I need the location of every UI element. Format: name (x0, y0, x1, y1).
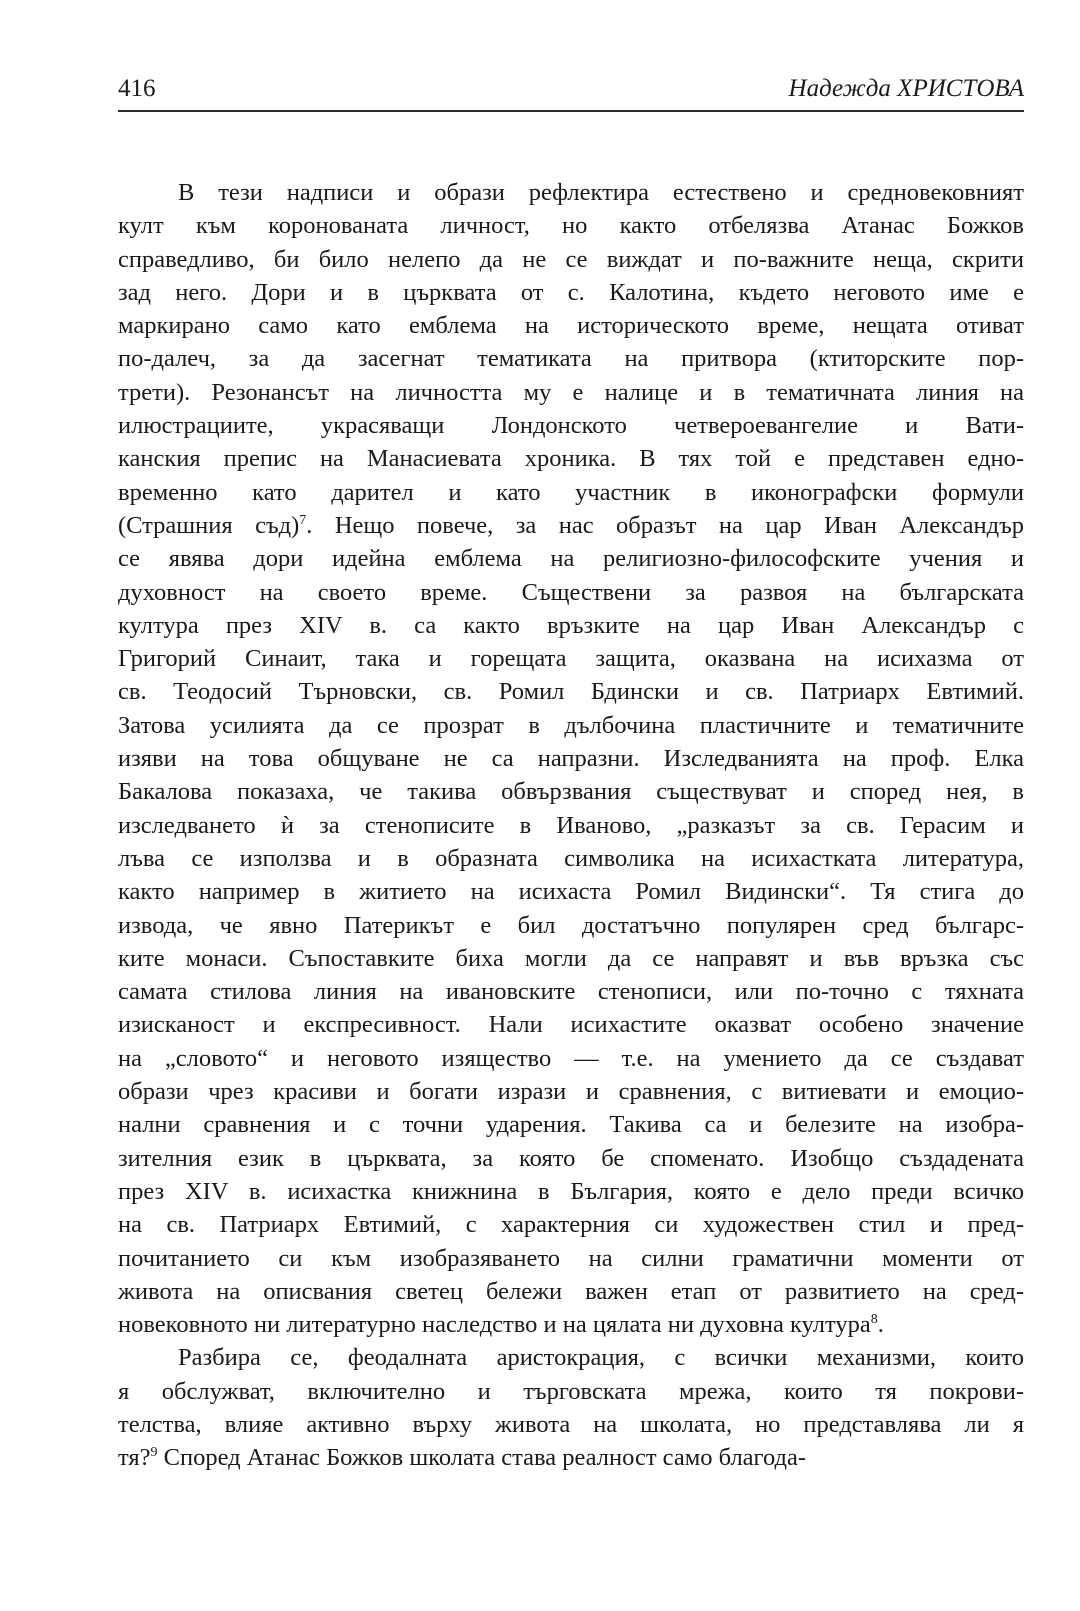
text-line: канския препис на Манасиевата хроника. В тях той е представен едно- (118, 445, 1024, 473)
text-line: (Страшния съд)$^7$. Нещо повече, за нас образът на цар Иван Александър (118, 511, 1024, 539)
text-line: изисканост и експресивност. Нали исихастите оказват особено значение (118, 1011, 1024, 1039)
footnote-marker: 9 (150, 1445, 158, 1461)
text-line: зад него. Дори и в църквата от с. Калотина, където неговото име е (118, 278, 1024, 306)
text-line: изяви на това общуване не са напразни. Изследванията на проф. Елка (118, 745, 1024, 773)
text-line: тя?$^9$ Според Атанас Божков школата става реалност само благода- (118, 1444, 807, 1472)
text-line: св. Теодосий Търновски, св. Ромил Бдински и св. Патриарх Евтимий. (118, 678, 1024, 706)
text-line: по-далеч, за да засегнат тематиката на притвора (ктиторските пор- (118, 345, 1024, 373)
text-line: В тези надписи и образи рефлектира естествено и средновековният (178, 179, 1024, 206)
text-line: маркирано само като емблема на историческото време, нещата отиват (118, 312, 1024, 340)
text-line: новековното ни литературно наследство и на цялата ни духовна култура$^8$. (118, 1311, 884, 1339)
text-line: живота на описвания светец бележи важен етап от развитието на сред- (118, 1277, 1024, 1305)
text-line: нални сравнения и с точни ударения. Такива са и белезите на изобра- (118, 1111, 1024, 1139)
text-line: зителния език в църквата, за която бе споменато. Изобщо създадената (118, 1144, 1024, 1172)
page-number: 416 (118, 75, 156, 102)
text-line: ките монаси. Съпоставките биха могли да се направят и във връзка със (118, 944, 1024, 972)
text-line: духовност на своето време. Съществени за развоя на българската (118, 578, 1024, 606)
text-line: трети). Резонансът на личността му е налице и в тематичната линия на (118, 378, 1024, 406)
footnote-marker: 8 (870, 1311, 878, 1327)
page-header (118, 74, 1024, 112)
text-line: култ към коронованата личност, но както отбелязва Атанас Божков (118, 212, 1024, 240)
text-line: през XIV в. исихастка книжнина в България, която е дело преди всичко (118, 1177, 1024, 1205)
text-line: телства, влияе активно върху живота на школата, но представлява ли я (118, 1410, 1024, 1438)
text-line: Разбира се, феодалната аристокрация, с всички механизми, които (178, 1344, 1024, 1372)
text-line: я обслужват, включително и търговската мрежа, които тя покрови- (118, 1377, 1024, 1405)
text-line: образи чрез красиви и богати изрази и сравнения, с витиевати и емоцио- (118, 1078, 1024, 1106)
text-line: илюстрациите, украсяващи Лондонското четвероевангелие и Вати- (118, 412, 1024, 440)
body-text (118, 176, 1024, 1475)
text-line: култура през XIV в. са както връзките на цар Иван Александър с (118, 611, 1024, 639)
paragraph (118, 176, 1024, 1341)
text-line: почитанието си към изобразяването на силни граматични моменти от (118, 1244, 1024, 1272)
text-line: самата стилова линия на ивановските стенописи, или по-точно с тяхната (118, 978, 1024, 1006)
text-line: лъва се използва и в образната символика на исихастката литература, (118, 844, 1024, 872)
text-line: справедливо, би било нелепо да не се виждат и по-важните неща, скрити (118, 245, 1024, 273)
text-line: временно като дарител и като участник в иконографски формули (118, 478, 1024, 506)
text-line: Бакалова показаха, че такива обвързвания съществуват и според нея, в (118, 778, 1024, 806)
text-line: Затова усилията да се прозрат в дълбочина пластичните и тематичните (118, 711, 1024, 739)
text-line: се явява дори идейна емблема на религиозно-философските учения и (118, 545, 1024, 573)
running-title: Надежда ХРИСТОВА (788, 75, 1024, 102)
paragraph (118, 1341, 1024, 1474)
text-line: на „словото“ и неговото изящество — т.е. на умението да се създават (118, 1044, 1024, 1072)
footnote-marker: 7 (299, 512, 307, 528)
text-line: Григорий Синаит, така и горещата защита, оказвана на исихазма от (118, 645, 1024, 673)
text-line: изследването ѝ за стенописите в Иваново, „разказът за св. Герасим и (118, 811, 1024, 839)
text-line: както например в житието на исихаста Ромил Видински“. Тя стига до (118, 878, 1024, 906)
text-line: на св. Патриарх Евтимий, с характерния си художествен стил и пред- (118, 1211, 1024, 1239)
text-line: извода, че явно Патерикът е бил достатъчно популярен сред българс- (118, 911, 1024, 939)
